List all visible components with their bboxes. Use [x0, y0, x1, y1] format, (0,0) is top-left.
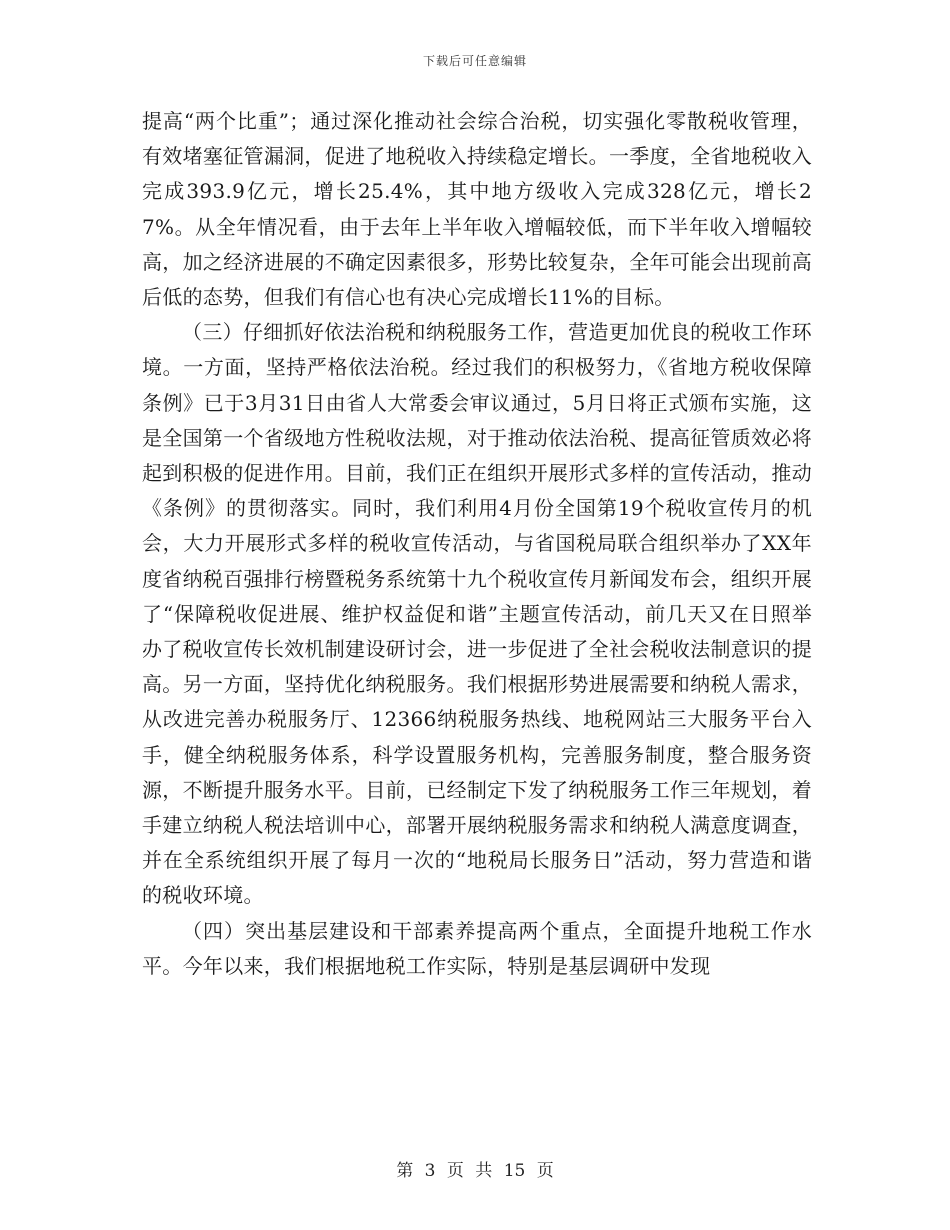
document-body [142, 104, 812, 984]
page-header-note: 下载后可任意编辑 [422, 54, 527, 68]
paragraph-continuation: 提高“两个比重”；通过深化推动社会综合治税，切实强化零散税收管理，有效堵塞征管漏洞，促进了地税收入持续稳定增长。一季度，全省地税收入完成393.9亿元，增长25.4%，其中地方级收入完成328亿元，增长27%。从全年情况看，由于去年上半年收入增幅较低，而下半年收入增幅较高，加之经济进展的不确定因素很多，形势比较复杂，全年可能会出现前高后低的态势，但我们有信心也有决心完成增长11%的目标。 [142, 109, 812, 310]
page-number-footer: 第 3 页 共 15 页 [396, 1161, 554, 1181]
paragraph-section-three: （三）仔细抓好依法治税和纳税服务工作，营造更加优良的税收工作环境。一方面，坚持严格依法治税。经过我们的积极努力，《省地方税收保障条例》已于3月31日由省人大常委会审议通过，5月日将正式颁布实施，这是全国第一个省级地方性税收法规，对于推动依法治税、提高征管质效必将起到积极的促进作用。目前，我们正在组织开展形式多样的宣传活动，推动《条例》的贯彻落实。同时，我们利用4月份全国第19个税收宣传月的机会，大力开展形式多样的税收宣传活动，与省国税局联合组织举办了XX年度省纳税百强排行榜暨税务系统第十九个税收宣传月新闻发布会，组织开展了“保障税收促进展、维护权益促和谐”主题宣传活动，前几天又在日照举办了税收宣传长效机制建设研讨会，进一步促进了全社会税收法制意识的提高。另一方面，坚持优化纳税服务。我们根据形势进展需要和纳税人需求，从改进完善办税服务厅、12366纳税服务热线、地税网站三大服务平台入手，健全纳税服务体系，科学设置服务机构，完善服务制度，整合服务资源，不断提升服务水平。目前，已经制定下发了纳税服务工作三年规划，着手建立纳税人税法培训中心，部署开展纳税服务需求和纳税人满意度调查，并在全系统组织开展了每月一次的“地税局长服务日”活动，努力营造和谐的税收环境。 [142, 320, 812, 908]
paragraph-section-four: （四）突出基层建设和干部素养提高两个重点，全面提升地税工作水平。今年以来，我们根据地税工作实际，特别是基层调研中发现 [142, 918, 812, 978]
